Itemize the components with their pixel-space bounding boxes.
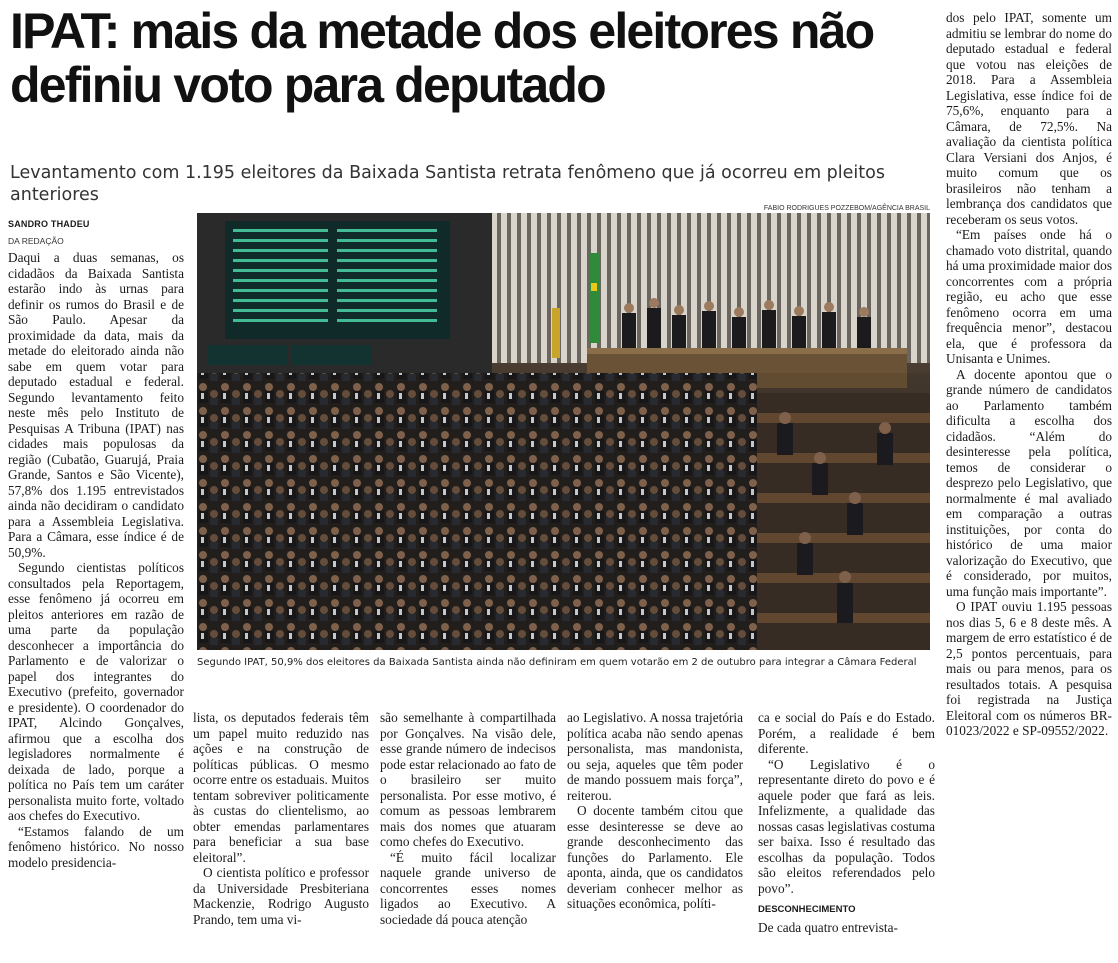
paragraph: “É muito fácil localizar naquele grande universo de concorrentes esses nomes ligados ao Executivo. A sociedade dá pouca atenção bbox=[380, 849, 556, 927]
subhead: Levantamento com 1.195 eleitores da Baixada Santista retrata fenômeno que já ocorreu em pleitos anteriores bbox=[10, 163, 885, 205]
paragraph: De cada quatro entrevista- bbox=[758, 919, 898, 935]
byline-author: SANDRO THADEU bbox=[8, 219, 90, 229]
article-column-1 bbox=[8, 250, 184, 948]
byline-desk: DA REDAÇÃO bbox=[8, 236, 64, 246]
article-column-6 bbox=[946, 10, 1112, 860]
paragraph: Daqui a duas semanas, os cidadãos da Baixada Santista estarão indo às urnas para definir os rumos do Brasil e de São Paulo. Apesar da proximidade da data, mais da metade do eleitorado ainda não sabe em quem votar para deputado estadual e federal. Segundo levantamento feito neste mês pelo Instituto de Pesquisas A Tribuna (IPAT) nas cidades mais populosas da região (Cubatão, Guarujá, Praia Grande, Santos e São Vicente), 57,8% dos 1.195 entrevistados ainda não decidiram o candidato para a Assembleia Legislativa. Para a Câmara, esse índice é de 50,9%. bbox=[8, 250, 184, 560]
paragraph: lista, os deputados federais têm um papel muito reduzido nas ações e na construção de políticas públicas. O mesmo ocorre entre os estaduais. Muitos tentam sobreviver politicamente às custas do clientelismo, ao obter emendas parlamentares para beneficiar a sua base eleitoral”. bbox=[193, 710, 369, 865]
paragraph: ca e social do País e do Estado. Porém, a realidade é bem diferente. bbox=[758, 710, 935, 756]
article-column-2 bbox=[193, 710, 369, 950]
section-heading: DESCONHECIMENTO bbox=[758, 904, 856, 915]
paragraph: são semelhante à compartilhada por Gonçalves. Na visão dele, esse grande número de indecisos pode estar relacionado ao fato de o brasileiro ser muito personalista. Por esse motivo, é comum as pessoas lembrarem mais dos nomes que atuaram como chefes do Executivo. bbox=[380, 710, 556, 849]
paragraph: ao Legislativo. A nossa trajetória política acaba não sendo apenas personalista, mas mandonista, ou seja, aqueles que têm poder de mando possuem mais força”, reiterou. bbox=[567, 710, 743, 803]
photo-caption: Segundo IPAT, 50,9% dos eleitores da Baixada Santista ainda não definiram em quem votarão em 2 de outubro para integrar a Câmara Federal bbox=[197, 657, 917, 668]
paragraph: A docente apontou que o grande número de candidatos ao Parlamento também dificulta a escolha dos cidadãos. “Além do desinteresse pela política, temos de considerar o desprezo pelo Legislativo, que normalmente é mal avaliado em comparação a outras instituições, por conta do histórico de uma maior valorização do Executivo, que é considerado, por muitos, uma função mais importante”. bbox=[946, 366, 1112, 599]
paragraph: O docente também citou que esse desinteresse se deve ao grande desconhecimento das funções do Parlamento. Ele aponta, ainda, que os candidatos deveriam conhecer melhor as situações econômica, políti- bbox=[567, 803, 743, 911]
article-column-4 bbox=[567, 710, 743, 950]
paragraph: “Estamos falando de um fenômeno histórico. No nosso modelo presidencia- bbox=[8, 823, 184, 870]
article-column-3 bbox=[380, 710, 556, 950]
paragraph: Segundo cientistas políticos consultados pela Reportagem, esse fenômeno já ocorreu em pleitos anteriores em razão de uma parte da população desconhecer a importância do Parlamento e de valorizar o papel dos integrantes do Executivo (prefeito, governador e presidente). O coordenador do IPAT, Alcindo Gonçalves, afirmou que a escolha dos legisladores normalmente é deixada de lado, porque a política no País tem um caráter personalista muito forte, voltado aos chefes do Executivo. bbox=[8, 560, 184, 823]
headline: IPAT: mais da metade dos eleitores não definiu voto para deputado bbox=[10, 3, 874, 113]
chamber-photo bbox=[197, 213, 930, 650]
article-column-5 bbox=[758, 710, 935, 950]
paragraph: O cientista político e professor da Universidade Presbiteriana Mackenzie, Rodrigo Augusto Prando, tem uma vi- bbox=[193, 865, 369, 927]
photo-credit: FABIO RODRIGUES POZZEBOM/AGÊNCIA BRASIL bbox=[763, 205, 930, 212]
paragraph: “Em países onde há o chamado voto distrital, quando há uma proximidade maior dos concorrentes com a própria região, eu acho que esse fenômeno ocorra em uma frequência menor”, destacou ela, que é professora da Unisanta e Unimes. bbox=[946, 227, 1112, 366]
paragraph: O IPAT ouviu 1.195 pessoas nos dias 5, 6 e 8 deste mês. A margem de erro estatístico é de 2,5 pontos percentuais, para mais ou para menos, para os resultados totais. A pesquisa foi registrada na Justiça Eleitoral com os números BR-01023/2022 e SP-09552/2022. bbox=[946, 599, 1112, 738]
paragraph: dos pelo IPAT, somente um admitiu se lembrar do nome do deputado estadual e federal que votou nas eleições de 2018. Para a Assembleia Legislativa, esse índice foi de 75,6%, enquanto para a Câmara, de 72,5%. Na avaliação da cientista política Clara Versiani dos Anjos, é muito comum que os brasileiros não tenham a lembrança dos candidatos que receberam os seus votos. bbox=[946, 10, 1112, 227]
paragraph: “O Legislativo é o representante direto do povo e é aquele poder que fará as leis. Infelizmente, a qualidade das nossas casas legislativas costuma ser baixa. Isso é resultado das escolhas da população. Todos são eleitos referendados pelo povo”. bbox=[758, 756, 935, 896]
